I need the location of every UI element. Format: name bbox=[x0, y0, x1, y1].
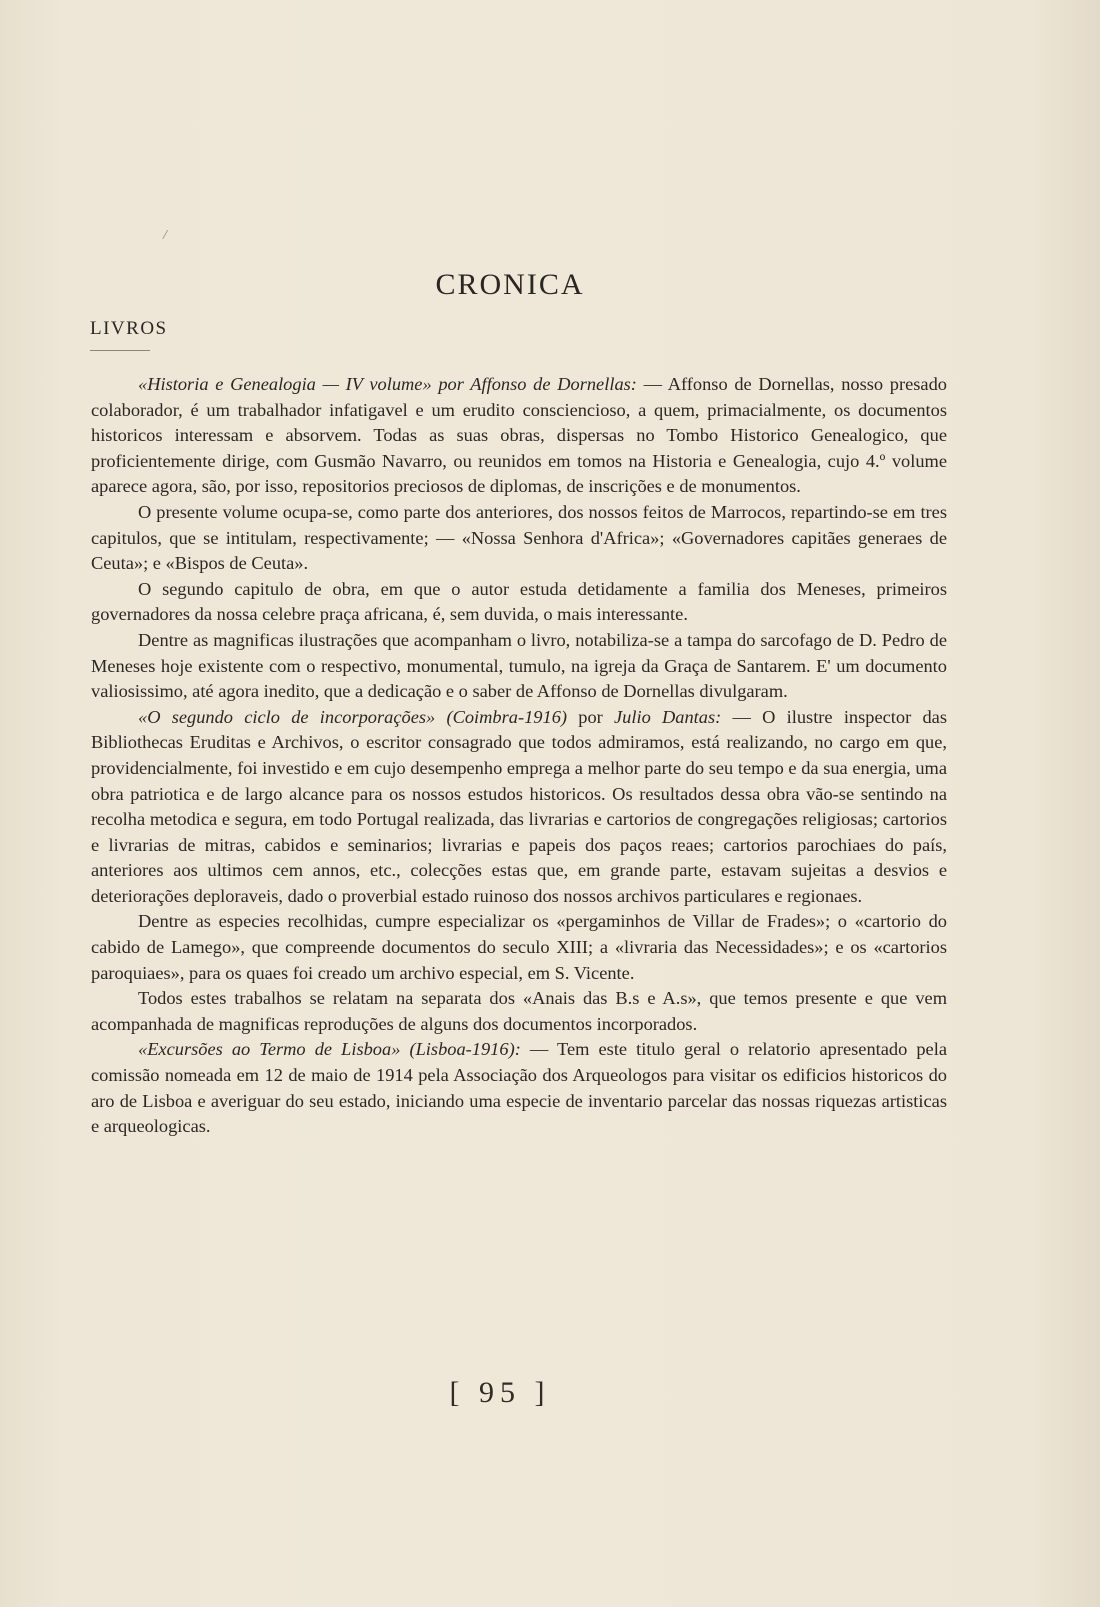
paragraph bbox=[91, 577, 947, 628]
corner-mark: / bbox=[163, 228, 167, 243]
paragraph-text: O segundo capitulo de obra, em que o autor estuda detidamente a familia dos Meneses, primeiros governadores da nossa celebre praça africana, é, sem duvida, o mais interessante. bbox=[91, 578, 947, 625]
section-heading: LIVROS bbox=[90, 318, 168, 339]
paragraph bbox=[91, 372, 947, 500]
paragraph bbox=[91, 500, 947, 577]
article-body bbox=[91, 372, 947, 1140]
paragraph bbox=[91, 1037, 947, 1139]
paragraph bbox=[91, 909, 947, 986]
paragraph bbox=[91, 986, 947, 1037]
paragraph-connector: por bbox=[567, 706, 614, 727]
review-author: Julio Dantas: bbox=[614, 706, 722, 727]
section-rule bbox=[90, 350, 150, 351]
paragraph-text: — Affonso de Dornellas, nosso presado colaborador, é um trabalhador infatigavel e um erudito consciencioso, a quem, primacialmente, os documentos historicos interessam e absorvem. Todas as suas obras, dispersas no Tombo Historico Genealogico, que proficientemente dirige, com Gusmão Navarro, ou reunidos em tomos na Historia e Genealogia, cujo 4.º volume aparece agora, são, por isso, repositorios preciosos de diplomas, de inscrições e de monumentos. bbox=[91, 374, 947, 497]
paragraph-text: Dentre as especies recolhidas, cumpre especializar os «pergaminhos de Villar de Frades»; o «cartorio do cabido de Lamego», que compreende documentos do seculo XIII; a «livraria das Necessidades»; e os «cartorios paroquiaes», para os quaes foi creado um archivo especial, em S. Vicente. bbox=[91, 911, 947, 983]
page-number: [ 95 ] bbox=[449, 1376, 551, 1409]
paragraph-text: O presente volume ocupa-se, como parte dos anteriores, dos nossos feitos de Marrocos, repartindo-se em tres capitulos, que se intitulam, respectivamente; — «Nossa Senhora d'Africa»; «Governadores capitães generaes de Ceuta»; e «Bispos de Ceuta». bbox=[91, 501, 947, 574]
review-title: «Historia e Genealogia — IV volume» por Affonso de Dornellas: bbox=[138, 374, 637, 394]
review-title: «Excursões ao Termo de Lisboa» (Lisboa-1916): bbox=[138, 1039, 521, 1060]
page-title: CRONICA bbox=[435, 268, 585, 301]
paragraph-text: — Tem este titulo geral o relatorio apresentado pela comissão nomeada em 12 de maio de 1914 pela Associação dos Arqueologos para visitar os edificios historicos do aro de Lisboa e averiguar do seu estado, iniciando uma especie de inventario parcelar das nossas riquezas artisticas e arqueologicas. bbox=[91, 1039, 947, 1137]
paragraph-text: Todos estes trabalhos se relatam na separata dos «Anais das B.s e A.s», que temos presente e que vem acompanhada de magnificas reproduções de alguns dos documentos incorporados. bbox=[91, 988, 947, 1034]
paragraph-text: — O ilustre inspector das Bibliothecas Eruditas e Archivos, o escritor consagrado que todos admiramos, está realizando, no cargo em que, providencialmente, foi investido e em cujo desempenho emprega a melhor parte do seu tempo e da sua energia, uma obra patriotica e de largo alcance para os nossos estudos historicos. Os resultados dessa obra vão-se sentindo na recolha metodica e segura, em todo Portugal realizada, das livrarias e cartorios de congregações religiosas; cartorios e livrarias de mitras, cabidos e seminarios; livrarias e papeis dos paços reaes; cartorios parochiaes do país, anteriores aos ultimos cem annos, etc., colecções estas que, em grande parte, estavam sujeitas a desvios e deteriorações deploraveis, dado o proverbial estado ruinoso dos nossos archivos particulares e regionaes. bbox=[91, 706, 947, 906]
paragraph bbox=[91, 628, 947, 705]
paragraph bbox=[91, 705, 947, 910]
review-title: «O segundo ciclo de incorporações» (Coimbra-1916) bbox=[138, 706, 568, 727]
paragraph-text: Dentre as magnificas ilustrações que acompanham o livro, notabiliza-se a tampa do sarcofago de D. Pedro de Meneses hoje existente com o respectivo, monumental, tumulo, na igreja da Graça de Santarem. E' um documento valiosissimo, até agora inedito, que a dedicação e o saber de Affonso de Dornellas divulgaram. bbox=[91, 629, 947, 702]
